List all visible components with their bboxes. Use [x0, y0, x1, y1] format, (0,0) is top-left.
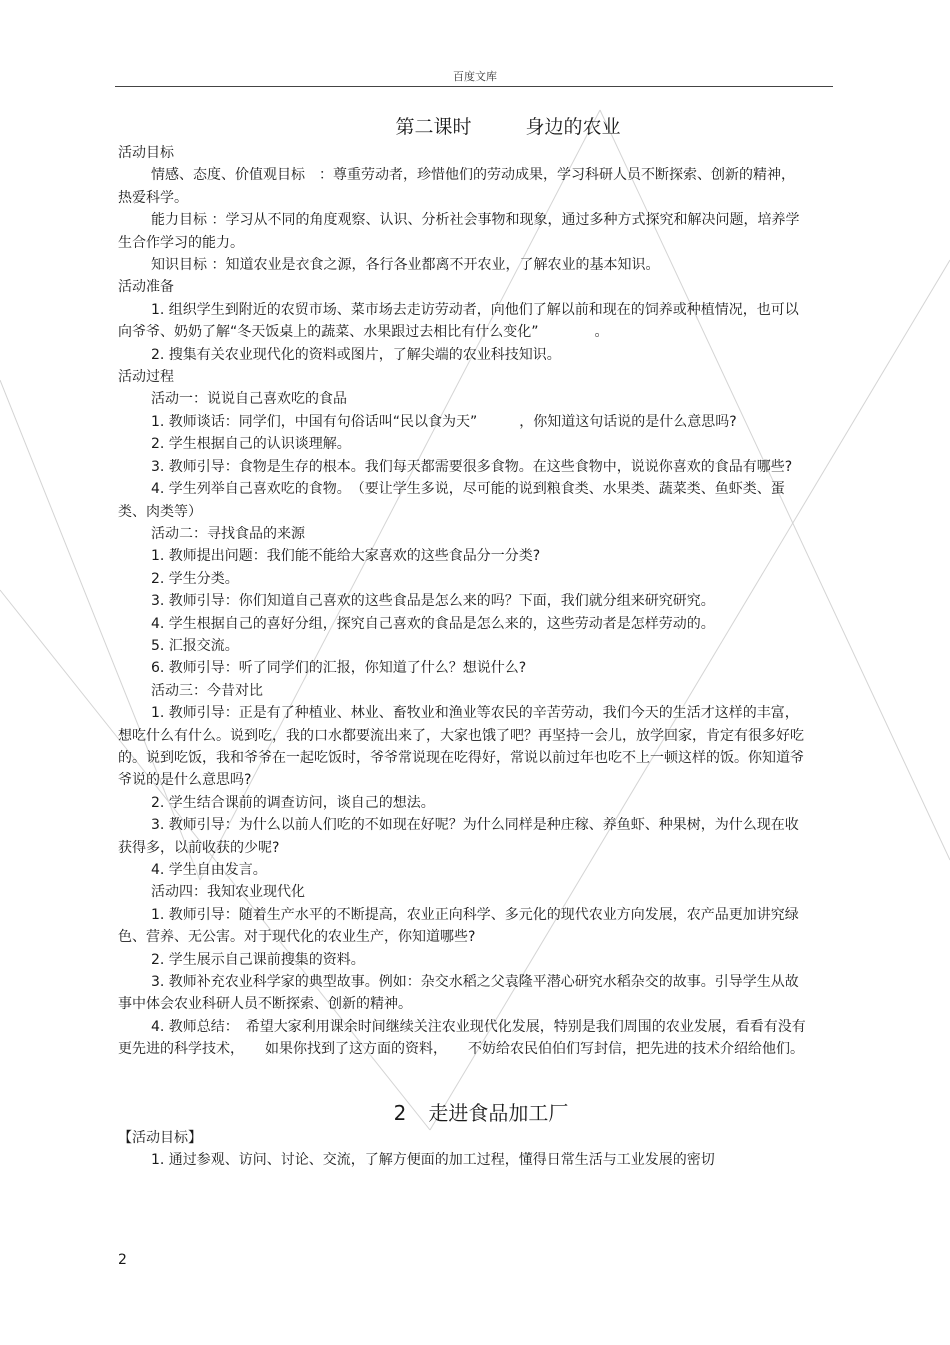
paragraph: 3. 教师引导：食物是生存的根本。我们每天都需要很多食物。在这些食物中，说说你喜欢的食品有哪些?: [151, 458, 793, 475]
paragraph: 2. 学生展示自己课前搜集的资料。: [151, 951, 365, 968]
paragraph: 2. 学生分类。: [151, 570, 239, 587]
paragraph: 2. 学生根据自己的认识谈理解。: [151, 436, 351, 453]
paragraph: 3. 教师引导：你们知道自己喜欢的这些食品是怎么来的吗？下面，我们就分组来研究研究。: [151, 593, 715, 610]
paragraph: 4. 学生根据自己的喜好分组，探究自己喜欢的食品是怎么来的，这些劳动者是怎样劳动的。: [151, 615, 715, 632]
paragraph: 1. 教师引导：正是有了种植业、林业、畜牧业和渔业等农民的辛苦劳动，我们今天的生活才这样的丰富，想吃什么有什么。说到吃，我的口水都要流出来了，大家也饿了吧？再坚持一会儿，放学回家，肯定有很多好吃的。说到吃饭，我和爷爷在一起吃饭时，爷爷常说现在吃得好，常说以前过年也吃不上一顿这样的饭。你知道爷爷说的是什么意思吗?: [118, 705, 804, 789]
paragraph: 活动准备: [118, 279, 174, 296]
paragraph: 活动二：寻找食品的来源: [151, 525, 305, 542]
page-number: 2: [118, 1252, 127, 1268]
paragraph: 1. 教师谈话：同学们，中国有句俗话叫“民以食为天” ，你知道这句话说的是什么意思吗?: [151, 413, 737, 430]
paragraph: 2. 学生结合课前的调查访问，谈自己的想法。: [151, 794, 435, 811]
paragraph: 4. 学生自由发言。: [151, 862, 267, 878]
paragraph: 3. 教师补充农业科学家的典型故事。例如：杂交水稻之父袁隆平潜心研究水稻杂交的故事。引导学生从故事中体会农业科研人员不断探索、创新的精神。: [118, 974, 799, 1013]
paragraph: 能力目标 ：学习从不同的角度观察、认识、分析社会事物和现象，通过多种方式探究和解决问题，培养学生合作学习的能力。: [118, 212, 800, 251]
section-title-text: 走进食品加工厂: [428, 1100, 569, 1125]
header-divider: [115, 86, 833, 87]
paragraph: 活动目标: [118, 145, 174, 161]
paragraph: 活动四：我知农业现代化: [151, 884, 305, 901]
paragraph: 2. 搜集有关农业现代化的资料或图片，了解尖端的农业科技知识。: [151, 346, 561, 363]
document-body: [118, 112, 808, 1171]
paragraph: 1. 教师提出问题：我们能不能给大家喜欢的这些食品分一分类?: [151, 548, 541, 565]
lesson-title: [208, 112, 808, 142]
page-header: 百度文库: [453, 70, 497, 83]
paragraph: 3. 教师引导：为什么以前人们吃的不如现在好呢？为什么同样是种庄稼、养鱼虾、种果树，为什么现在收获得多，以前收获的少呢?: [118, 817, 799, 856]
paragraph: 活动三：今昔对比: [151, 682, 263, 699]
paragraph-list: [118, 142, 808, 1061]
paragraph: 1. 通过参观、访问、讨论、交流，了解方便面的加工过程，懂得日常生活与工业发展的密切: [151, 1152, 715, 1169]
paragraph: 4. 学生列举自己喜欢吃的食物。 （要让学生多说，尽可能的说到粮食类、水果类、蔬菜类、鱼虾类、蛋类、肉类等）: [118, 481, 785, 520]
paragraph: 1. 教师引导：随着生产水平的不断提高，农业正向科学、多元化的现代农业方向发展，农产品更加讲究绿色、营养、无公害。对于现代化的农业生产，你知道哪些?: [118, 906, 799, 946]
section-number: 2: [393, 1100, 407, 1125]
section2-paragraph-list: [118, 1127, 808, 1172]
paragraph: 【活动目标】: [118, 1129, 202, 1146]
paragraph: 情感、态度、价值观目标 ：尊重劳动者，珍惜他们的劳动成果，学习科研人员不断探索、创新的精神，热爱科学。: [118, 167, 795, 206]
paragraph: 5. 汇报交流。: [151, 637, 239, 654]
paragraph: 4. 教师总结： 希望大家利用课余时间继续关注农业现代化发展，特别是我们周围的农业发展，看看有没有更先进的科学技术， 如果你找到了这方面的资料， 不妨给农民伯伯们写封信，把先进的技术介绍给他们。: [118, 1018, 806, 1058]
lesson-title-text: 身边的农业: [525, 116, 621, 138]
lesson-number: 第二课时: [395, 116, 472, 138]
paragraph: 1. 组织学生到附近的农贸市场、菜市场去走访劳动者，向他们了解以前和现在的饲养或种植情况，也可以向爷爷、奶奶了解“冬天饭桌上的蔬菜、水果跟过去相比有什么变化” 。: [118, 301, 799, 341]
paragraph: 6. 教师引导：听了同学们的汇报，你知道了什么？想说什么?: [151, 660, 527, 677]
paragraph: 活动过程: [118, 369, 174, 386]
section-title: [154, 1099, 808, 1127]
paragraph: 活动一：说说自己喜欢吃的食品: [151, 391, 347, 408]
paragraph: 知识目标 ：知道农业是衣食之源，各行各业都离不开农业，了解农业的基本知识。: [151, 257, 660, 274]
